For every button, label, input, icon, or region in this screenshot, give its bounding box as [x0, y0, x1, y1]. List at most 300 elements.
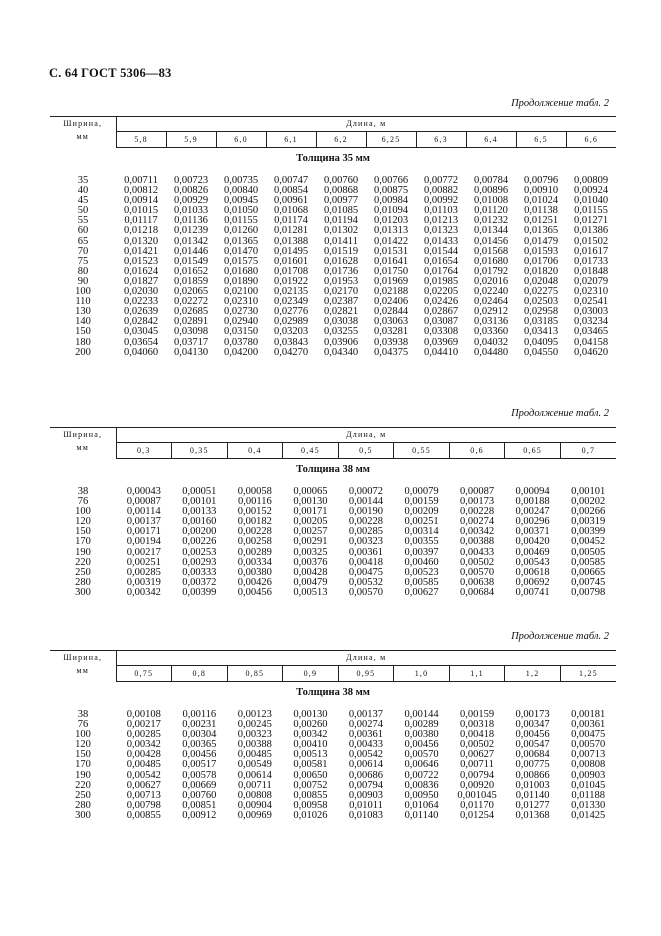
cell-value: 0,03038 [323, 316, 359, 328]
cell-value: 0,00334 [237, 556, 272, 568]
column-header: 0,55 [394, 443, 450, 459]
cell-value: 0,03780 [223, 336, 259, 348]
row-width: 220 [75, 779, 91, 791]
cell-value: 0,02503 [523, 296, 559, 308]
cell-value: 0,01024 [523, 195, 559, 207]
cell-value: 0,00251 [126, 556, 161, 568]
cell-value: 0,01479 [523, 235, 559, 247]
column-header: 0,6 [449, 443, 505, 459]
row-width: 120 [75, 739, 91, 751]
column-header: 0,4 [227, 443, 283, 459]
column-header: 0,8 [172, 666, 228, 682]
cell-value: 0,01470 [223, 245, 259, 257]
cell-value: 0,00627 [404, 586, 439, 598]
cell-value: 0,00836 [404, 779, 439, 791]
length-header: Длина, м [116, 651, 616, 666]
cell-value: 0,00866 [515, 769, 550, 781]
cell-value: 0,01792 [473, 265, 509, 277]
cell-value: 0,00194 [126, 536, 161, 548]
cell-value: 0,00798 [571, 586, 606, 598]
section-title: Толщина 35 мм [296, 153, 370, 164]
cell-value: 0,00585 [571, 556, 606, 568]
cell-value: 0,00388 [459, 536, 495, 548]
cell-value: 0,02940 [223, 316, 259, 328]
row-width: 280 [75, 799, 91, 811]
column-header: 0,35 [172, 443, 228, 459]
row-width: 170 [75, 759, 91, 771]
cell-value: 0,01575 [223, 255, 259, 267]
cell-value: 0,00251 [404, 516, 439, 528]
cell-value: 0,00992 [423, 195, 459, 207]
table-row [50, 588, 616, 598]
cell-value: 0,01764 [423, 265, 459, 277]
cell-value: 0,00365 [182, 739, 217, 751]
cell-value: 0,00152 [237, 506, 272, 518]
cell-value: 0,01203 [373, 215, 409, 227]
cell-value: 0,03465 [573, 326, 609, 338]
row-width: 150 [75, 326, 91, 338]
cell-value: 0,01302 [323, 225, 359, 237]
cell-value: 0,03150 [223, 326, 259, 338]
column-header: 0,85 [227, 666, 283, 682]
cell-value: 0,00116 [182, 709, 217, 720]
section-title: Толщина 38 мм [296, 687, 370, 698]
cell-value: 0,00713 [126, 789, 161, 801]
data-table [50, 116, 616, 358]
cell-value: 0,01136 [174, 215, 208, 227]
cell-value: 0,01708 [273, 265, 309, 277]
width-unit: мм [76, 666, 90, 675]
row-width: 150 [75, 749, 91, 761]
cell-value: 0,03203 [273, 326, 309, 338]
cell-value: 0,00798 [126, 799, 161, 811]
cell-value: 0,00638 [459, 576, 495, 588]
cell-value: 0,00226 [182, 536, 217, 548]
cell-value: 0,00072 [348, 486, 384, 497]
cell-value: 0,00296 [515, 516, 550, 528]
cell-value: 0,01011 [349, 799, 383, 811]
cell-value: 0,00051 [182, 486, 217, 497]
cell-value: 0,01680 [223, 265, 259, 277]
column-header: 0,95 [338, 666, 394, 682]
cell-value: 0,00513 [293, 586, 328, 598]
cell-value: 0,01342 [173, 235, 209, 247]
cell-value: 0,02349 [273, 296, 309, 308]
row-width: 75 [77, 255, 89, 267]
cell-value: 0,00456 [182, 749, 217, 761]
cell-value: 0,01733 [573, 255, 609, 267]
cell-value: 0,00258 [237, 536, 272, 548]
cell-value: 0,03717 [173, 336, 209, 348]
cell-value: 0,02426 [423, 296, 459, 308]
cell-value: 0,03003 [573, 306, 609, 318]
cell-value: 0,00904 [237, 799, 272, 811]
cell-value: 0,00205 [293, 516, 328, 528]
cell-value: 0,00428 [126, 749, 161, 761]
cell-value: 0,00735 [223, 175, 259, 186]
row-width: 65 [77, 235, 89, 247]
cell-value: 0,00794 [348, 779, 384, 791]
table-row [50, 327, 616, 337]
row-width: 190 [75, 769, 91, 781]
cell-value: 0,00984 [373, 195, 409, 207]
cell-value: 0,00114 [126, 506, 161, 518]
cell-value: 0,04032 [473, 336, 509, 348]
cell-value: 0,01859 [173, 275, 209, 287]
row-width: 130 [75, 306, 91, 318]
cell-value: 0,02065 [173, 286, 209, 298]
cell-value: 0,00217 [126, 546, 161, 558]
cell-value: 0,00323 [237, 729, 272, 741]
cell-value: 0,00475 [571, 729, 606, 741]
row-width: 40 [77, 185, 89, 197]
cell-value: 0,01040 [573, 195, 609, 207]
cell-value: 0,00570 [459, 566, 495, 578]
cell-value: 0,01323 [423, 225, 459, 237]
cell-value: 0,02135 [273, 286, 309, 298]
cell-value: 0,00456 [404, 739, 439, 751]
cell-value: 0,00868 [323, 185, 359, 197]
cell-value: 0,00686 [348, 769, 384, 781]
cell-value: 0,00418 [348, 556, 384, 568]
cell-value: 0,00159 [404, 496, 439, 508]
cell-value: 0,00426 [237, 576, 272, 588]
cell-value: 0,00875 [373, 185, 409, 197]
cell-value: 0,00475 [348, 566, 384, 578]
cell-value: 0,00618 [515, 566, 550, 578]
cell-value: 0,00043 [126, 486, 161, 497]
cell-value: 0,00808 [237, 789, 272, 801]
length-header: Длина, м [116, 428, 616, 443]
cell-value: 0,02240 [473, 286, 509, 298]
cell-value: 0,00087 [459, 486, 495, 497]
cell-value: 0,00274 [348, 719, 384, 731]
cell-value: 0,03938 [373, 336, 409, 348]
cell-value: 0,01251 [523, 215, 559, 227]
cell-value: 0,00945 [223, 195, 259, 207]
cell-value: 0,00549 [237, 759, 272, 771]
cell-value: 0,01008 [473, 195, 509, 207]
cell-value: 0,01628 [323, 255, 359, 267]
cell-value: 0,01736 [323, 265, 359, 277]
cell-value: 0,00570 [404, 749, 439, 761]
cell-value: 0,01368 [515, 809, 550, 821]
cell-value: 0,00372 [182, 576, 217, 588]
cell-value: 0,01411 [324, 235, 358, 247]
cell-value: 0,01103 [424, 205, 458, 217]
cell-value: 0,00485 [126, 759, 161, 771]
cell-value: 0,02821 [323, 306, 359, 318]
cell-value: 0,00723 [173, 175, 209, 186]
cell-value: 0,00929 [173, 195, 209, 207]
cell-value: 0,00285 [348, 526, 384, 538]
cell-value: 0,00260 [293, 719, 328, 731]
cell-value: 0,01194 [324, 215, 358, 227]
cell-value: 0,01624 [123, 265, 159, 277]
cell-value: 0,02958 [523, 306, 559, 318]
volume-table [50, 427, 616, 598]
cell-value: 0,00646 [404, 759, 439, 771]
cell-value: 0,00376 [293, 556, 328, 568]
cell-value: 0,00722 [404, 769, 439, 781]
row-width: 35 [77, 175, 89, 186]
cell-value: 0,02188 [373, 286, 409, 298]
cell-value: 0,03308 [423, 326, 459, 338]
column-header: 0,65 [505, 443, 561, 459]
cell-value: 0,01422 [373, 235, 409, 247]
cell-value: 0,03843 [273, 336, 309, 348]
cell-value: 0,03098 [173, 326, 209, 338]
cell-value: 0,00570 [571, 739, 606, 751]
cell-value: 0,02016 [473, 275, 509, 287]
cell-value: 0,03360 [473, 326, 509, 338]
data-table [50, 650, 616, 821]
cell-value: 0,01549 [173, 255, 209, 267]
cell-value: 0,00479 [293, 576, 328, 588]
column-header: 0,45 [283, 443, 339, 459]
cell-value: 0,03969 [423, 336, 459, 348]
cell-value: 0,00266 [571, 506, 606, 518]
width-header [50, 651, 116, 682]
cell-value: 0,01155 [224, 215, 258, 227]
column-header: 1,1 [449, 666, 505, 682]
cell-value: 0,04375 [373, 346, 409, 358]
row-width: 180 [75, 336, 91, 348]
column-header: 5,8 [116, 132, 166, 148]
cell-value: 0,00342 [293, 729, 328, 741]
cell-value: 0,00065 [293, 486, 328, 497]
cell-value: 0,02730 [223, 306, 259, 318]
cell-value: 0,00361 [348, 546, 384, 558]
cell-value: 0,00245 [237, 719, 272, 731]
column-header: 6,3 [416, 132, 466, 148]
cell-value: 0,00650 [293, 769, 328, 781]
cell-value: 0,01890 [223, 275, 259, 287]
table-row [50, 348, 616, 358]
column-header: 1,25 [560, 666, 616, 682]
row-width: 50 [77, 205, 89, 217]
cell-value: 0,00903 [571, 769, 606, 781]
row-width: 90 [77, 275, 89, 287]
cell-value: 0,00200 [182, 526, 217, 538]
cell-value: 0,01140 [404, 809, 439, 821]
cell-value: 0,02030 [123, 286, 159, 298]
cell-value: 0,00355 [404, 536, 439, 548]
row-width: 250 [75, 566, 91, 578]
cell-value: 0,00323 [348, 536, 384, 548]
cell-value: 0,00058 [237, 486, 272, 497]
row-width: 280 [75, 576, 91, 588]
cell-value: 0,01593 [523, 245, 559, 257]
cell-value: 0,00133 [182, 506, 217, 518]
cell-value: 0,00420 [515, 536, 550, 548]
volume-table [50, 650, 616, 821]
cell-value: 0,01094 [373, 205, 409, 217]
table-row [50, 811, 616, 821]
cell-value: 0,04410 [423, 346, 459, 358]
cell-value: 0,00747 [273, 175, 309, 186]
cell-value: 0,00961 [273, 195, 309, 207]
cell-value: 0,01601 [273, 255, 309, 267]
cell-value: 0,04158 [573, 336, 609, 348]
cell-value: 0,01068 [273, 205, 309, 217]
cell-value: 0,00517 [182, 759, 217, 771]
cell-value: 0,00896 [473, 185, 509, 197]
cell-value: 0,01239 [173, 225, 209, 237]
cell-value: 0,00532 [348, 576, 384, 588]
column-header: 0,9 [283, 666, 339, 682]
cell-value: 0,01641 [373, 255, 409, 267]
cell-value: 0,00627 [459, 749, 495, 761]
cell-value: 0,04620 [573, 346, 609, 358]
cell-value: 0,01985 [423, 275, 459, 287]
cell-value: 0,00542 [126, 769, 161, 781]
cell-value: 0,00319 [571, 516, 606, 528]
cell-value: 0,00188 [515, 496, 550, 508]
cell-value: 0,00380 [237, 566, 272, 578]
cell-value: 0,00669 [182, 779, 217, 791]
width-unit: мм [76, 443, 90, 452]
cell-value: 0,02406 [373, 296, 409, 308]
cell-value: 0,00173 [515, 709, 550, 720]
cell-value: 0,00713 [571, 749, 606, 761]
cell-value: 0,00253 [182, 546, 217, 558]
cell-value: 0,03413 [523, 326, 559, 338]
cell-value: 0,00410 [293, 739, 328, 751]
cell-value: 0,01617 [573, 245, 609, 257]
cell-value: 0,00570 [348, 586, 384, 598]
cell-value: 0,03234 [573, 316, 609, 328]
column-header: 5,9 [166, 132, 216, 148]
cell-value: 0,00202 [571, 496, 606, 508]
cell-value: 0,02891 [173, 316, 209, 328]
row-width: 100 [75, 506, 91, 518]
cell-value: 0,00101 [571, 486, 606, 497]
cell-value: 0,001045 [457, 789, 497, 801]
cell-value: 0,01523 [123, 255, 159, 267]
cell-value: 0,00910 [523, 185, 559, 197]
cell-value: 0,01281 [273, 225, 309, 237]
cell-value: 0,00285 [126, 566, 161, 578]
cell-value: 0,01531 [373, 245, 409, 257]
cell-value: 0,00977 [323, 195, 359, 207]
cell-value: 0,00614 [237, 769, 272, 781]
cell-value: 0,02310 [223, 296, 259, 308]
cell-value: 0,00958 [293, 799, 328, 811]
cell-value: 0,02912 [473, 306, 509, 318]
cell-value: 0,01232 [473, 215, 509, 227]
cell-value: 0,02275 [523, 286, 559, 298]
column-header: 0,7 [560, 443, 616, 459]
cell-value: 0,01568 [473, 245, 509, 257]
row-width: 250 [75, 789, 91, 801]
cell-value: 0,00523 [404, 566, 439, 578]
cell-value: 0,00380 [404, 729, 439, 741]
cell-value: 0,00399 [571, 526, 606, 538]
cell-value: 0,02272 [173, 296, 209, 308]
cell-value: 0,02842 [123, 316, 159, 328]
row-width: 300 [75, 586, 91, 598]
row-width: 120 [75, 516, 91, 528]
cell-value: 0,02310 [573, 286, 609, 298]
cell-value: 0,01456 [473, 235, 509, 247]
cell-value: 0,02639 [123, 306, 159, 318]
cell-value: 0,00826 [173, 185, 209, 197]
width-header [50, 117, 116, 148]
cell-value: 0,02233 [123, 296, 159, 308]
cell-value: 0,02776 [273, 306, 309, 318]
cell-value: 0,01254 [459, 809, 495, 821]
cell-value: 0,00257 [293, 526, 328, 538]
cell-value: 0,01680 [473, 255, 509, 267]
row-width: 200 [75, 346, 91, 358]
cell-value: 0,00173 [459, 496, 495, 508]
cell-value: 0,00293 [182, 556, 217, 568]
row-width: 76 [77, 719, 89, 731]
column-header: 1,0 [394, 666, 450, 682]
row-width: 80 [77, 265, 89, 277]
cell-value: 0,04550 [523, 346, 559, 358]
cell-value: 0,00950 [404, 789, 439, 801]
cell-value: 0,00342 [459, 526, 495, 538]
cell-value: 0,00912 [182, 809, 217, 821]
cell-value: 0,00325 [293, 546, 328, 558]
cell-value: 0,02170 [323, 286, 359, 298]
cell-value: 0,00231 [182, 719, 217, 731]
column-header: 6,25 [366, 132, 416, 148]
cell-value: 0,01365 [523, 225, 559, 237]
cell-value: 0,01652 [173, 265, 209, 277]
cell-value: 0,00123 [237, 709, 272, 720]
cell-value: 0,00079 [404, 486, 439, 497]
cell-value: 0,00711 [460, 759, 494, 771]
cell-value: 0,01064 [404, 799, 439, 811]
cell-value: 0,02844 [373, 306, 409, 318]
cell-value: 0,01519 [323, 245, 359, 257]
cell-value: 0,01188 [571, 789, 606, 801]
cell-value: 0,01120 [474, 205, 508, 217]
cell-value: 0,00399 [182, 586, 217, 598]
cell-value: 0,02685 [173, 306, 209, 318]
cell-value: 0,00371 [515, 526, 550, 538]
cell-value: 0,00513 [293, 749, 328, 761]
cell-value: 0,00456 [237, 586, 272, 598]
cell-value: 0,03087 [423, 316, 459, 328]
cell-value: 0,00181 [571, 709, 606, 720]
cell-value: 0,00342 [126, 739, 161, 751]
cell-value: 0,00542 [348, 749, 384, 761]
cell-value: 0,04340 [323, 346, 359, 358]
width-header [50, 428, 116, 459]
cell-value: 0,01085 [323, 205, 359, 217]
cell-value: 0,00614 [348, 759, 384, 771]
cell-value: 0,00812 [123, 185, 159, 197]
cell-value: 0,03185 [523, 316, 559, 328]
cell-value: 0,00171 [293, 506, 328, 518]
data-table [50, 427, 616, 598]
cell-value: 0,00274 [459, 516, 495, 528]
row-width: 110 [75, 296, 91, 308]
cell-value: 0,00684 [515, 749, 550, 761]
cell-value: 0,01544 [423, 245, 459, 257]
continuation-note: Продолжение табл. 2 [511, 631, 609, 642]
cell-value: 0,01386 [573, 225, 609, 237]
cell-value: 0,00665 [571, 566, 606, 578]
cell-value: 0,00159 [459, 709, 495, 720]
width-unit: мм [76, 132, 90, 141]
cell-value: 0,00228 [459, 506, 495, 518]
column-header: 6,0 [216, 132, 266, 148]
